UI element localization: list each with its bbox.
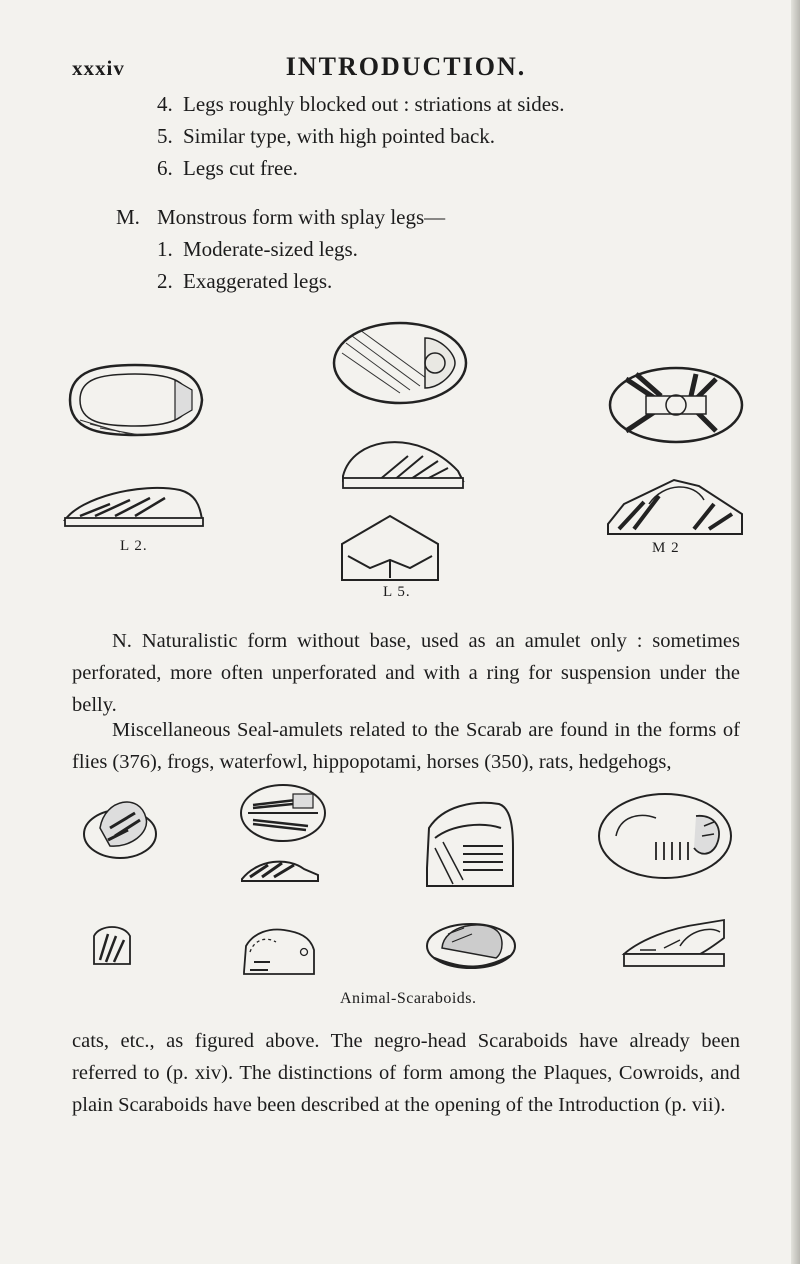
scarab-l5-end-view — [340, 514, 440, 582]
list-item: 6. Legs cut free. — [157, 156, 298, 180]
section-n-paragraph: N. Naturalistic form without base, used as an amulet only : sometimes perforated, more often unperforated and with a ring for suspension under the belly. — [72, 630, 740, 716]
miscellaneous-paragraph: Miscellaneous Seal-amulets related to the Scarab are found in the forms of flies (376), frogs, waterfowl, hippopotami, horses (350), rats, hedgehogs, — [72, 719, 740, 773]
animal-scaraboid-waterfowl-side — [238, 855, 324, 885]
list-item: 1. Moderate-sized legs. — [157, 237, 358, 261]
scarab-l2-top-view — [60, 360, 210, 440]
page-title: INTRODUCTION. — [285, 52, 527, 81]
animal-scaraboid-hippo-top — [80, 788, 160, 862]
animal-scaraboid-rat — [620, 916, 730, 970]
scarab-m2-top-view — [606, 364, 746, 446]
figure-caption: M 2 — [652, 540, 680, 556]
scarab-m2-side-view — [604, 474, 746, 540]
list-item: 2. Exaggerated legs. — [157, 269, 333, 293]
animal-scaraboid-frog — [240, 912, 320, 984]
page-folio: xxxiv — [72, 56, 125, 80]
figure-caption: L 2. — [120, 538, 148, 554]
section-heading-m: M. Monstrous form with splay legs— — [116, 205, 446, 229]
page-edge-shadow — [791, 0, 800, 1264]
animal-scaraboid-fly — [90, 920, 134, 968]
list-item: 5. Similar type, with high pointed back. — [157, 124, 496, 148]
figure-caption: L 5. — [383, 584, 411, 600]
animal-scaraboid-cat-top — [596, 786, 734, 886]
animal-scaraboid-horse-top — [423, 788, 517, 890]
running-header — [72, 52, 740, 92]
animal-scaraboid-waterfowl-top — [238, 780, 328, 846]
scarab-l5-side-view — [338, 426, 468, 496]
animal-scaraboid-hedgehog — [424, 912, 518, 970]
scarab-l2-side-view — [60, 480, 210, 530]
closing-paragraph: cats, etc., as figured above. The negro-head Scaraboids have already been referred to (p. xiv). The distinctions of form among the Plaques, Cowroids, and plain Scaraboids have been described at the opening of the Introduction (p. vii). — [72, 1030, 740, 1116]
scarab-l5-top-view — [330, 318, 470, 408]
list-item: 4. Legs roughly blocked out : striations at sides. — [157, 92, 565, 116]
figure-caption: Animal-Scaraboids. — [340, 990, 477, 1007]
